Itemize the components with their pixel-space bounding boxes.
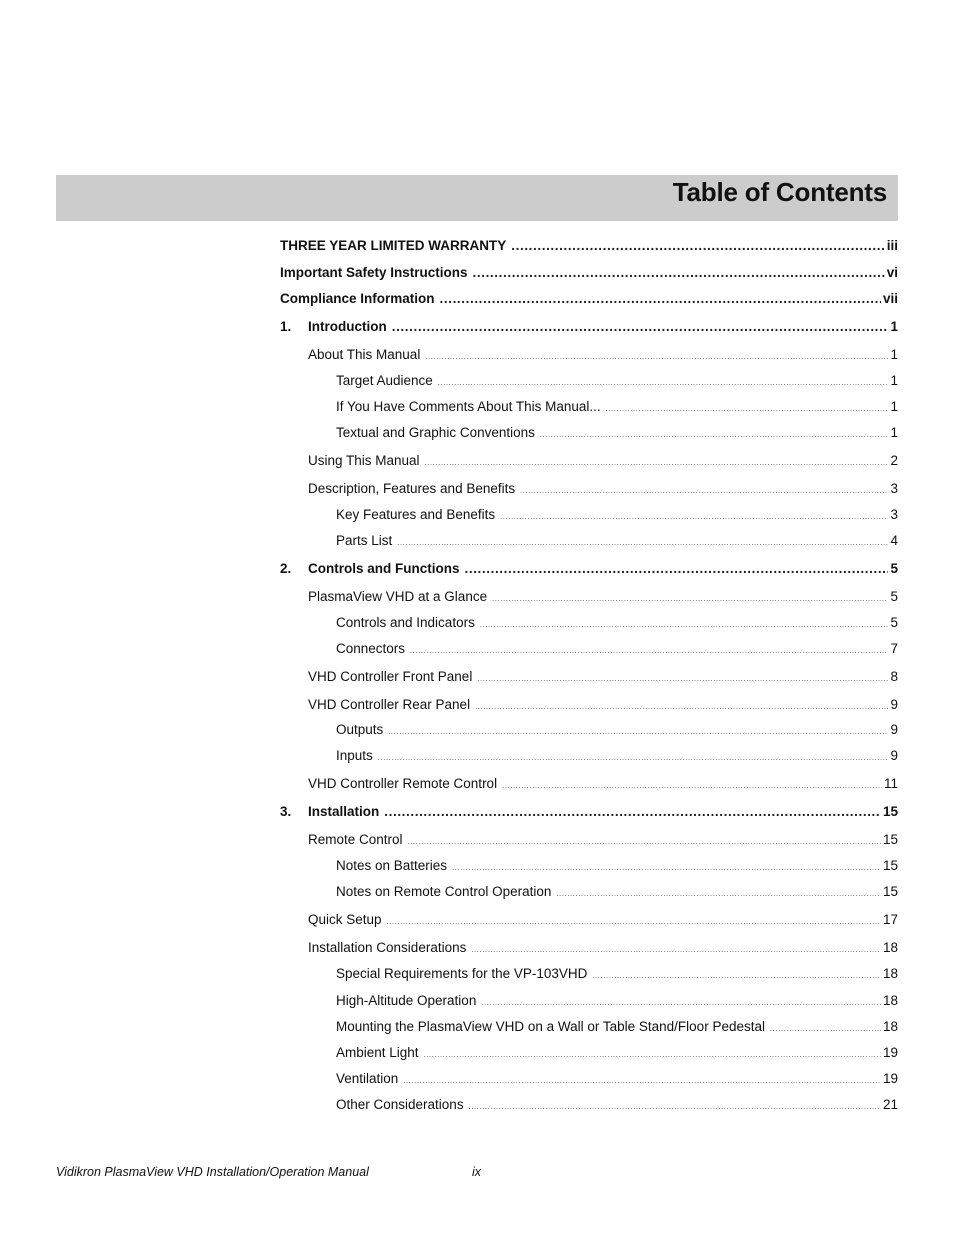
toc-entry-page: 5 — [890, 589, 898, 604]
toc-entry-number: 1. — [280, 319, 292, 334]
toc-entry-page: vi — [886, 265, 898, 280]
footer-manual-title: Vidikron PlasmaView VHD Installation/Operation Manual — [56, 1165, 369, 1179]
toc-entry-page: 1 — [890, 373, 898, 388]
page-title: Table of Contents — [672, 177, 887, 207]
toc-entry-label: Ambient Light — [336, 1045, 419, 1060]
toc-entry-label: Compliance Information — [280, 291, 435, 306]
toc-entry-page: 9 — [890, 697, 898, 712]
toc-entry-page: 3 — [890, 481, 898, 496]
toc-entry-label: Introduction — [308, 319, 387, 334]
toc-entry-page: 18 — [882, 940, 898, 955]
toc-entry-label: Parts List — [336, 533, 393, 548]
toc-dot-leader — [770, 1019, 881, 1034]
toc-entry[interactable] — [280, 1019, 898, 1039]
toc-dot-leader — [452, 858, 881, 873]
toc-entry-page: 2 — [890, 453, 898, 468]
table-of-contents — [280, 0, 898, 1235]
toc-dot-leader — [500, 507, 888, 522]
toc-dot-leader — [387, 912, 881, 927]
toc-entry-page: 15 — [882, 832, 898, 847]
toc-dot-leader — [592, 966, 881, 981]
toc-entry-label: VHD Controller Front Panel — [308, 669, 473, 684]
toc-entry-label: Inputs — [336, 748, 373, 763]
toc-entry[interactable] — [280, 238, 898, 258]
toc-entry[interactable] — [280, 399, 898, 419]
toc-entry-label: High-Altitude Operation — [336, 993, 477, 1008]
toc-entry-page: 18 — [882, 966, 898, 981]
toc-entry[interactable] — [280, 453, 898, 473]
toc-dot-leader — [502, 776, 882, 791]
toc-entry-label: Ventilation — [336, 1071, 399, 1086]
toc-entry-page: 3 — [890, 507, 898, 522]
toc-entry[interactable] — [280, 347, 898, 367]
toc-entry[interactable] — [280, 884, 898, 904]
toc-entry-page: vii — [882, 291, 898, 306]
toc-dot-leader — [438, 373, 889, 388]
toc-entry[interactable] — [280, 669, 898, 689]
toc-entry-label: Key Features and Benefits — [336, 507, 496, 522]
toc-entry[interactable] — [280, 697, 898, 717]
toc-entry-label: About This Manual — [308, 347, 421, 362]
toc-dot-leader — [471, 940, 881, 955]
toc-entry-label: Important Safety Instructions — [280, 265, 468, 280]
toc-entry-label: PlasmaView VHD at a Glance — [308, 589, 488, 604]
toc-entry[interactable] — [280, 858, 898, 878]
toc-dot-leader — [384, 804, 881, 819]
toc-entry[interactable] — [280, 615, 898, 635]
toc-entry-label: Notes on Remote Control Operation — [336, 884, 552, 899]
toc-dot-leader — [473, 265, 885, 280]
toc-entry[interactable] — [280, 319, 898, 339]
toc-entry-label: THREE YEAR LIMITED WARRANTY — [280, 238, 507, 253]
toc-entry[interactable] — [280, 1097, 898, 1117]
toc-entry-page: 21 — [882, 1097, 898, 1112]
toc-entry-page: 15 — [882, 884, 898, 899]
toc-entry[interactable] — [280, 373, 898, 393]
toc-entry[interactable] — [280, 966, 898, 986]
toc-entry-page: 9 — [890, 722, 898, 737]
toc-dot-leader — [469, 1097, 881, 1112]
toc-dot-leader — [403, 1071, 881, 1086]
toc-entry-label: VHD Controller Remote Control — [308, 776, 498, 791]
toc-entry-page: 1 — [890, 347, 898, 362]
toc-dot-leader — [540, 425, 889, 440]
toc-entry-page: 11 — [883, 776, 898, 791]
toc-dot-leader — [511, 238, 884, 253]
toc-entry-label: Special Requirements for the VP-103VHD — [336, 966, 588, 981]
toc-entry[interactable] — [280, 832, 898, 852]
toc-entry-label: Connectors — [336, 641, 406, 656]
toc-entry-label: Remote Control — [308, 832, 403, 847]
toc-dot-leader — [556, 884, 881, 899]
toc-entry-label: Installation — [308, 804, 380, 819]
toc-entry-label: Mounting the PlasmaView VHD on a Wall or Table Stand/Floor Pedestal — [336, 1019, 765, 1034]
toc-entry-label: Description, Features and Benefits — [308, 481, 516, 496]
toc-dot-leader — [425, 347, 888, 362]
toc-dot-leader — [477, 669, 888, 684]
toc-entry-page: 15 — [882, 858, 898, 873]
toc-entry-label: Controls and Indicators — [336, 615, 475, 630]
toc-entry-page: 4 — [890, 533, 898, 548]
toc-dot-leader — [424, 1045, 881, 1060]
toc-entry[interactable] — [280, 804, 898, 824]
toc-entry-number: 3. — [280, 804, 292, 819]
toc-entry[interactable] — [280, 940, 898, 960]
toc-entry[interactable] — [280, 291, 898, 311]
toc-entry[interactable] — [280, 912, 898, 932]
toc-dot-leader — [397, 533, 888, 548]
toc-entry[interactable] — [280, 1045, 898, 1065]
toc-entry[interactable] — [280, 507, 898, 527]
toc-entry-page: iii — [886, 238, 898, 253]
toc-dot-leader — [408, 832, 881, 847]
toc-entry[interactable] — [280, 265, 898, 285]
toc-entry-page: 19 — [882, 1045, 898, 1060]
toc-entry-number: 2. — [280, 561, 292, 576]
toc-entry-label: If You Have Comments About This Manual... — [336, 399, 601, 414]
toc-entry[interactable] — [280, 748, 898, 768]
toc-entry-page: 5 — [890, 615, 898, 630]
footer-page-number: ix — [472, 1165, 482, 1179]
toc-entry[interactable] — [280, 561, 898, 581]
toc-dot-leader — [465, 561, 889, 576]
toc-entry-label: VHD Controller Rear Panel — [308, 697, 471, 712]
toc-dot-leader — [520, 481, 888, 496]
toc-dot-leader — [475, 697, 888, 712]
toc-entry-label: Quick Setup — [308, 912, 382, 927]
toc-entry-page: 8 — [890, 669, 898, 684]
toc-entry-page: 15 — [882, 804, 898, 819]
toc-dot-leader — [492, 589, 888, 604]
toc-entry-page: 17 — [882, 912, 898, 927]
toc-dot-leader — [481, 993, 881, 1008]
toc-entry-page: 5 — [890, 561, 898, 576]
toc-entry-label: Target Audience — [336, 373, 433, 388]
toc-dot-leader — [378, 748, 889, 763]
toc-dot-leader — [425, 453, 889, 468]
toc-dot-leader — [606, 399, 889, 414]
toc-entry-page: 9 — [890, 748, 898, 763]
toc-entry[interactable] — [280, 533, 898, 553]
toc-entry-page: 18 — [882, 993, 898, 1008]
toc-entry-page: 18 — [882, 1019, 898, 1034]
toc-entry[interactable] — [280, 1071, 898, 1091]
toc-dot-leader — [392, 319, 889, 334]
toc-entry[interactable] — [280, 722, 898, 742]
toc-dot-leader — [410, 641, 888, 656]
toc-entry[interactable] — [280, 481, 898, 501]
toc-entry-label: Using This Manual — [308, 453, 420, 468]
toc-entry[interactable] — [280, 589, 898, 609]
toc-entry-page: 1 — [890, 319, 898, 334]
toc-entry-page: 1 — [890, 425, 898, 440]
toc-entry-label: Controls and Functions — [308, 561, 460, 576]
toc-entry-page: 1 — [890, 399, 898, 414]
toc-entry[interactable] — [280, 993, 898, 1013]
toc-entry-label: Notes on Batteries — [336, 858, 448, 873]
toc-entry-label: Textual and Graphic Conventions — [336, 425, 535, 440]
toc-dot-leader — [388, 722, 888, 737]
toc-entry[interactable] — [280, 776, 898, 796]
toc-dot-leader — [480, 615, 889, 630]
toc-entry-page: 7 — [890, 641, 898, 656]
toc-entry-label: Outputs — [336, 722, 384, 737]
toc-entry-page: 19 — [882, 1071, 898, 1086]
toc-entry[interactable] — [280, 641, 898, 661]
toc-entry-label: Other Considerations — [336, 1097, 464, 1112]
toc-entry-label: Installation Considerations — [308, 940, 467, 955]
toc-entry[interactable] — [280, 425, 898, 445]
toc-dot-leader — [440, 291, 881, 306]
